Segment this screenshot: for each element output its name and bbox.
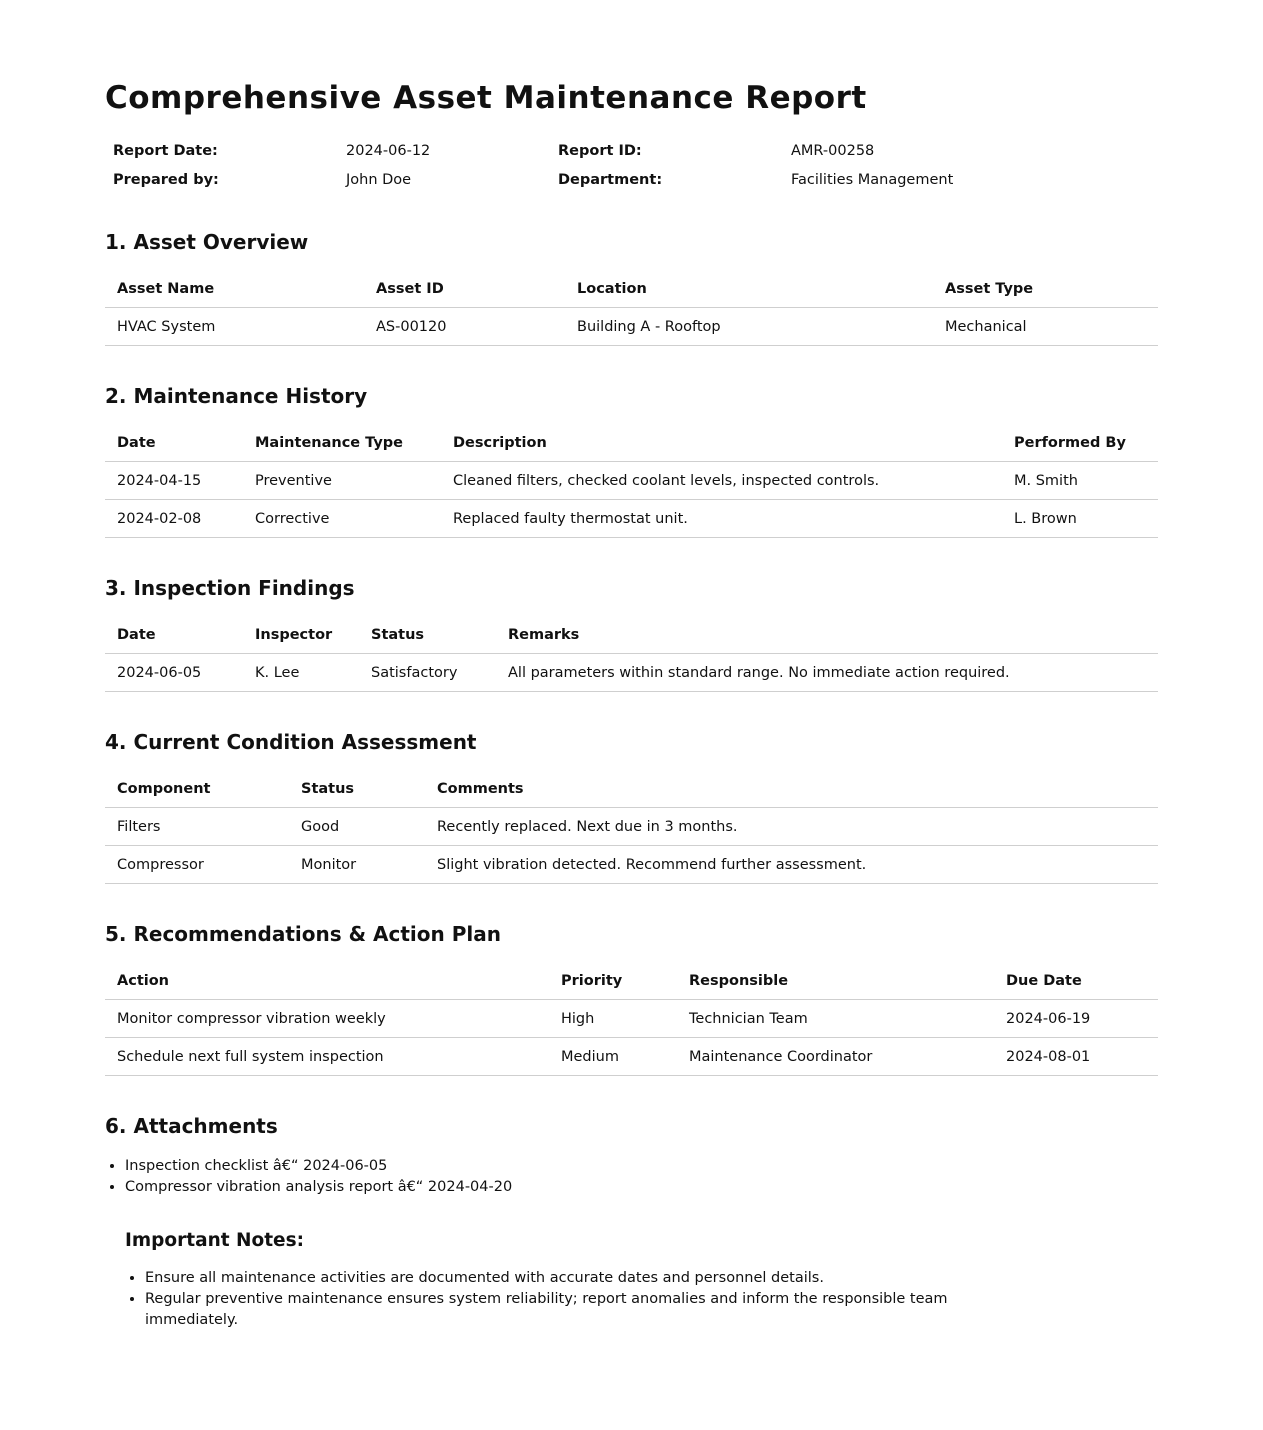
section-heading-asset-overview: 1. Asset Overview	[105, 230, 309, 254]
table-cell: L. Brown	[1002, 500, 1158, 538]
table-row	[105, 846, 1158, 884]
column-header: Status	[289, 771, 425, 808]
section-heading-maintenance-history: 2. Maintenance History	[105, 384, 368, 408]
condition-assessment-table	[105, 771, 1158, 884]
asset-overview-table	[105, 271, 1158, 346]
report-id-label: Report ID:	[558, 142, 642, 159]
table-row	[105, 1038, 1158, 1076]
column-header: Maintenance Type	[243, 425, 441, 462]
table-row	[105, 808, 1158, 846]
table-cell: 2024-02-08	[105, 500, 243, 538]
report-id-value: AMR-00258	[791, 142, 875, 159]
prepared-by-value: John Doe	[346, 171, 412, 188]
table-cell: Schedule next full system inspection	[105, 1038, 549, 1076]
table-cell: 2024-08-01	[994, 1038, 1158, 1076]
note-item: • Regular preventive maintenance ensures system reliability; report anomalies and inform the responsible team immediately.	[145, 1289, 1025, 1331]
table-cell: 2024-04-15	[105, 462, 243, 500]
table-cell: 2024-06-19	[994, 1000, 1158, 1038]
table-cell: Monitor compressor vibration weekly	[105, 1000, 549, 1038]
column-header: Action	[105, 963, 549, 1000]
column-header: Description	[441, 425, 1002, 462]
table-cell: Maintenance Coordinator	[677, 1038, 994, 1076]
column-header: Priority	[549, 963, 677, 1000]
table-cell: Building A - Rooftop	[565, 308, 933, 346]
table-cell: Technician Team	[677, 1000, 994, 1038]
table-cell: HVAC System	[105, 308, 364, 346]
column-header: Asset Name	[105, 271, 364, 308]
column-header: Asset ID	[364, 271, 565, 308]
table-cell: Preventive	[243, 462, 441, 500]
important-notes	[125, 1230, 1025, 1328]
table-cell: Compressor	[105, 846, 289, 884]
table-row	[105, 1000, 1158, 1038]
column-header: Remarks	[496, 617, 1158, 654]
action-plan-table	[105, 963, 1158, 1076]
table-row	[105, 462, 1158, 500]
table-cell: 2024-06-05	[105, 654, 243, 692]
maintenance-history-table	[105, 425, 1158, 538]
table-cell: Filters	[105, 808, 289, 846]
table-cell: Slight vibration detected. Recommend further assessment.	[425, 846, 1158, 884]
column-header: Status	[359, 617, 496, 654]
column-header: Performed By	[1002, 425, 1158, 462]
table-cell: Mechanical	[933, 308, 1158, 346]
column-header: Responsible	[677, 963, 994, 1000]
inspection-findings-table	[105, 617, 1158, 692]
attachments-list	[105, 1156, 512, 1198]
table-row	[105, 500, 1158, 538]
table-cell: All parameters within standard range. No immediate action required.	[496, 654, 1158, 692]
attachment-item: • Inspection checklist â€“ 2024-06-05	[125, 1156, 512, 1177]
report-title: Comprehensive Asset Maintenance Report	[105, 80, 867, 116]
department-label: Department:	[558, 171, 663, 188]
table-cell: Medium	[549, 1038, 677, 1076]
section-heading-attachments: 6. Attachments	[105, 1114, 278, 1138]
table-cell: Monitor	[289, 846, 425, 884]
table-cell: Replaced faulty thermostat unit.	[441, 500, 1002, 538]
table-cell: Corrective	[243, 500, 441, 538]
report-date-label: Report Date:	[113, 142, 218, 159]
attachment-item: • Compressor vibration analysis report â€“ 2024-04-20	[125, 1177, 512, 1198]
table-cell: High	[549, 1000, 677, 1038]
column-header: Location	[565, 271, 933, 308]
note-item: • Ensure all maintenance activities are documented with accurate dates and personnel details.	[145, 1268, 1025, 1289]
notes-heading: Important Notes:	[125, 1230, 305, 1251]
column-header: Comments	[425, 771, 1158, 808]
column-header: Due Date	[994, 963, 1158, 1000]
report-date-value: 2024-06-12	[346, 142, 431, 159]
department-value: Facilities Management	[791, 171, 954, 188]
column-header: Inspector	[243, 617, 359, 654]
table-cell: Good	[289, 808, 425, 846]
prepared-by-label: Prepared by:	[113, 171, 219, 188]
section-heading-inspection-findings: 3. Inspection Findings	[105, 576, 355, 600]
section-heading-condition-assessment: 4. Current Condition Assessment	[105, 730, 477, 754]
column-header: Asset Type	[933, 271, 1158, 308]
report-meta	[105, 136, 1158, 194]
section-heading-recommendations: 5. Recommendations & Action Plan	[105, 922, 501, 946]
table-cell: Cleaned filters, checked coolant levels, inspected controls.	[441, 462, 1002, 500]
table-row	[105, 308, 1158, 346]
table-row	[105, 654, 1158, 692]
column-header: Date	[105, 425, 243, 462]
notes-list	[125, 1268, 1025, 1331]
table-cell: AS-00120	[364, 308, 565, 346]
column-header: Component	[105, 771, 289, 808]
table-cell: Recently replaced. Next due in 3 months.	[425, 808, 1158, 846]
table-cell: K. Lee	[243, 654, 359, 692]
table-cell: Satisfactory	[359, 654, 496, 692]
table-cell: M. Smith	[1002, 462, 1158, 500]
column-header: Date	[105, 617, 243, 654]
